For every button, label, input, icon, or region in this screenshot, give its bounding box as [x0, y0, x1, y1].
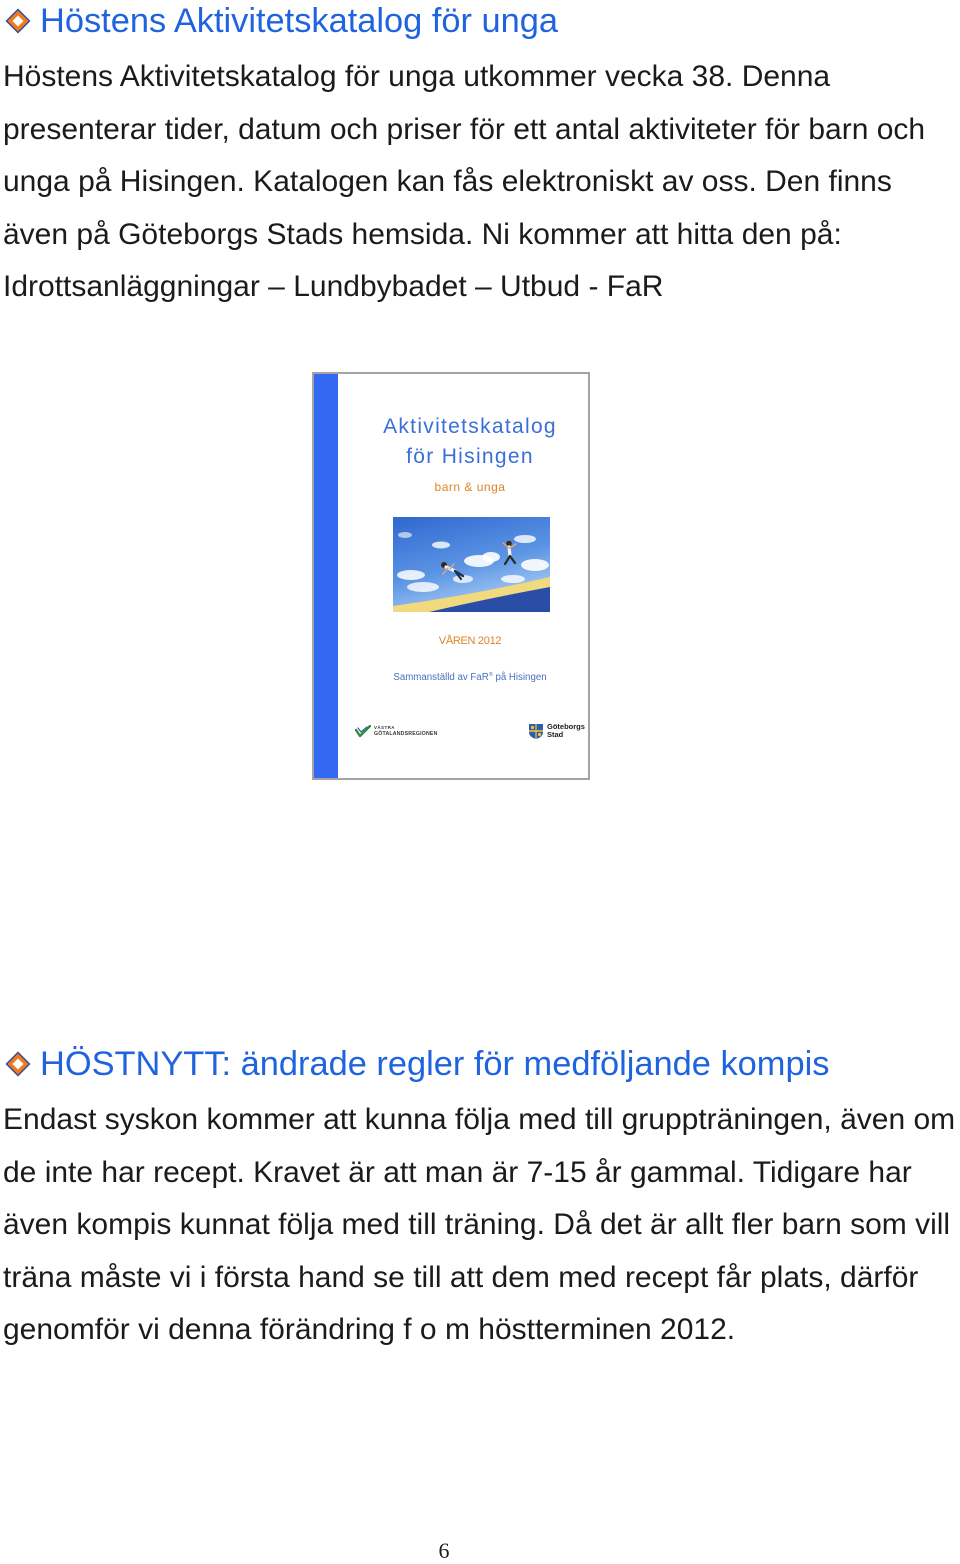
paragraph-line: unga på Hisingen. Katalogen kan fås elektroniskt av oss. Den finns: [3, 165, 892, 198]
goteborgs-stad-logo: [527, 721, 587, 741]
city-shield-icon: [527, 722, 545, 740]
paragraph-news: [3, 1094, 955, 1357]
cover-credit: [352, 669, 588, 684]
region-logo-line2: GÖTALANDSREGIONEN: [374, 731, 438, 737]
cover-title-line1: Aktivitetskatalog: [383, 415, 557, 438]
cover-credit-end: på Hisingen: [492, 672, 547, 683]
paragraph-line: genomför vi denna förändring f o m höstterminen 2012.: [3, 1313, 736, 1346]
cover-photo: [393, 517, 550, 612]
section-heading-catalog: Höstens Aktivitetskatalog för unga: [40, 2, 559, 40]
cover-title-line2: för Hisingen: [406, 445, 534, 468]
diamond-bullet-icon: [4, 1050, 32, 1078]
vastra-gotalandsregionen-logo: [355, 723, 443, 739]
paragraph-line: presenterar tider, datum och priser för ett antal aktiviteter för barn och: [3, 112, 926, 146]
cover-season: VÅREN 2012: [438, 635, 502, 647]
paragraph-line: Endast syskon kommer att kunna följa med till gruppträningen, även om: [3, 1103, 956, 1136]
cover-subtitle: barn & unga: [434, 480, 506, 494]
cover-side-band: [314, 374, 338, 778]
paragraph-line: de inte har recept. Kravet är att man är 7-15 år gammal. Tidigare har: [3, 1155, 912, 1189]
paragraph-line: Idrottsanläggningar – Lundbybadet – Utbud - FaR: [3, 270, 664, 303]
paragraph-line: träna måste vi i första hand se till att dem med recept får plats, därför: [3, 1260, 919, 1294]
region-logo-line1: VÄSTRA: [374, 725, 395, 730]
city-logo-text: [547, 723, 585, 739]
paragraph-line: Höstens Aktivitetskatalog för unga utkommer vecka 38. Denna: [3, 60, 831, 93]
catalog-cover-image: [312, 372, 590, 780]
paragraph-catalog: [3, 51, 925, 314]
city-logo-line2: Stad: [547, 730, 564, 739]
page-number: 6: [438, 1538, 450, 1563]
city-logo-line1: Göteborgs: [547, 722, 585, 731]
paragraph-line: även kompis kunnat följa med till träning. Då det är allt fler barn som vill: [3, 1208, 951, 1241]
registered-mark: ®: [488, 672, 493, 678]
section-heading-news: HÖSTNYTT: ändrade regler för medföljande kompis: [40, 1045, 830, 1083]
region-emblem-icon: [355, 725, 371, 738]
paragraph-line: även på Göteborgs Stads hemsida. Ni kommer att hitta den på:: [3, 217, 842, 251]
region-logo-text: [374, 725, 438, 737]
diamond-bullet-icon: [4, 7, 32, 35]
cover-credit-start: Sammanställd av FaR: [393, 672, 489, 683]
